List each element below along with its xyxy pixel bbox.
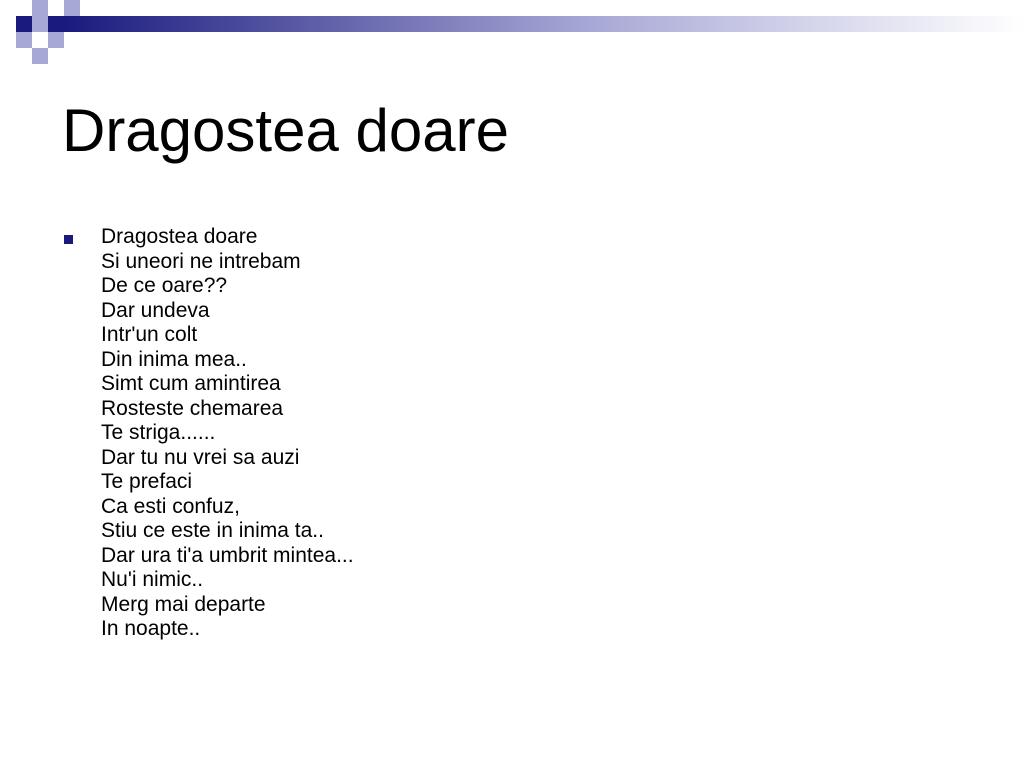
poem-line: Dar ura ti'a umbrit mintea...: [101, 543, 354, 567]
header-gradient-bar: [64, 16, 1024, 32]
poem-line: Dragostea doare: [101, 225, 258, 248]
poem-line: Dar undeva: [101, 298, 210, 322]
poem-line: Intr'un colt: [101, 323, 198, 346]
poem-line: Te striga......: [101, 421, 216, 444]
decor-square: [64, 0, 80, 16]
decor-square: [32, 16, 48, 32]
slide-body: [62, 225, 962, 642]
poem-line: Dar tu nu vrei sa auzi: [101, 445, 300, 469]
poem-line: Si uneori ne intrebam: [101, 249, 301, 273]
poem-line: Nu'i nimic..: [101, 568, 204, 591]
header-decoration: [0, 0, 1024, 64]
poem-line: Stiu ce este in inima ta..: [101, 519, 324, 542]
decor-square: [16, 16, 32, 32]
decor-square: [32, 0, 48, 16]
decor-square: [48, 32, 64, 48]
square-bullet-icon: [64, 235, 73, 244]
poem-line: Simt cum amintirea: [101, 372, 281, 395]
poem-text: [101, 225, 962, 642]
slide-title: Dragostea doare: [62, 97, 509, 164]
decor-square: [48, 16, 64, 32]
poem-line: In noapte..: [101, 617, 201, 640]
poem-line: Merg mai departe: [101, 592, 266, 616]
poem-line: Ca esti confuz,: [101, 494, 240, 518]
poem-line: Te prefaci: [101, 470, 193, 493]
decor-square: [16, 32, 32, 48]
poem-line: Din inima mea..: [101, 347, 247, 371]
poem-line: De ce oare??: [101, 274, 228, 297]
poem-line: Rosteste chemarea: [101, 396, 284, 420]
decor-square: [32, 48, 48, 64]
